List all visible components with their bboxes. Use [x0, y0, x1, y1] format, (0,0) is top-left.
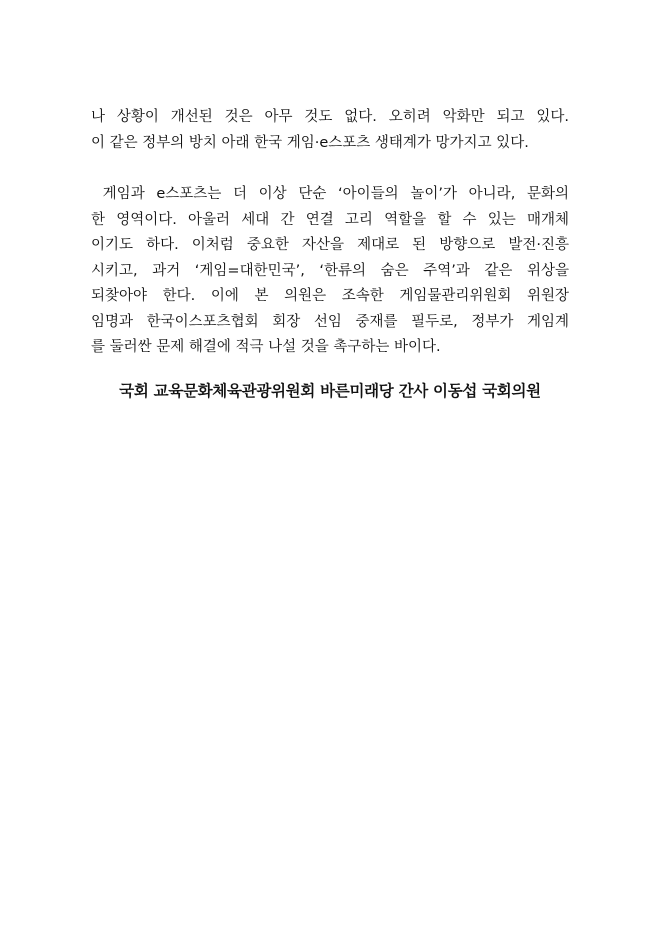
paragraph-line: 이 같은 정부의 방치 아래 한국 게임·e스포츠 생태계가 망가지고 있다.: [91, 134, 529, 151]
signature-line: 국회 교육문화체육관광위원회 바른미래당 간사 이동섭 국회의원: [119, 382, 541, 400]
paragraph-line: 한 영역이다. 아울러 세대 간 연결 고리 역할을 할 수 있는 매개체: [91, 211, 569, 228]
paragraph-1: [91, 105, 569, 156]
paragraph-line: 되찾아야 한다. 이에 본 의원은 조속한 게임물관리위원회 위원장: [91, 288, 569, 304]
paragraph-line: 를 둘러싼 문제 해결에 적극 나설 것을 촉구하는 바이다.: [91, 339, 441, 355]
paragraph-line: 임명과 한국이스포츠협회 회장 선임 중재를 필두로, 정부가 게임계: [91, 313, 569, 330]
paragraph-line: 나 상황이 개선된 것은 아무 것도 없다. 오히려 악화만 되고 있다.: [91, 109, 569, 125]
paragraph-line: 이기도 하다. 이처럼 중요한 자산을 제대로 된 방향으로 발전·진흥: [91, 237, 569, 253]
paragraph-line: 게임과 e스포츠는 더 이상 단순 ‘아이들의 놀이’가 아니라, 문화의: [91, 186, 569, 202]
paragraph-2: [91, 182, 569, 361]
paragraph-line: 시키고, 과거 ‘게임=대한민국’, ‘한류의 숨은 주역’과 같은 위상을: [91, 262, 569, 279]
